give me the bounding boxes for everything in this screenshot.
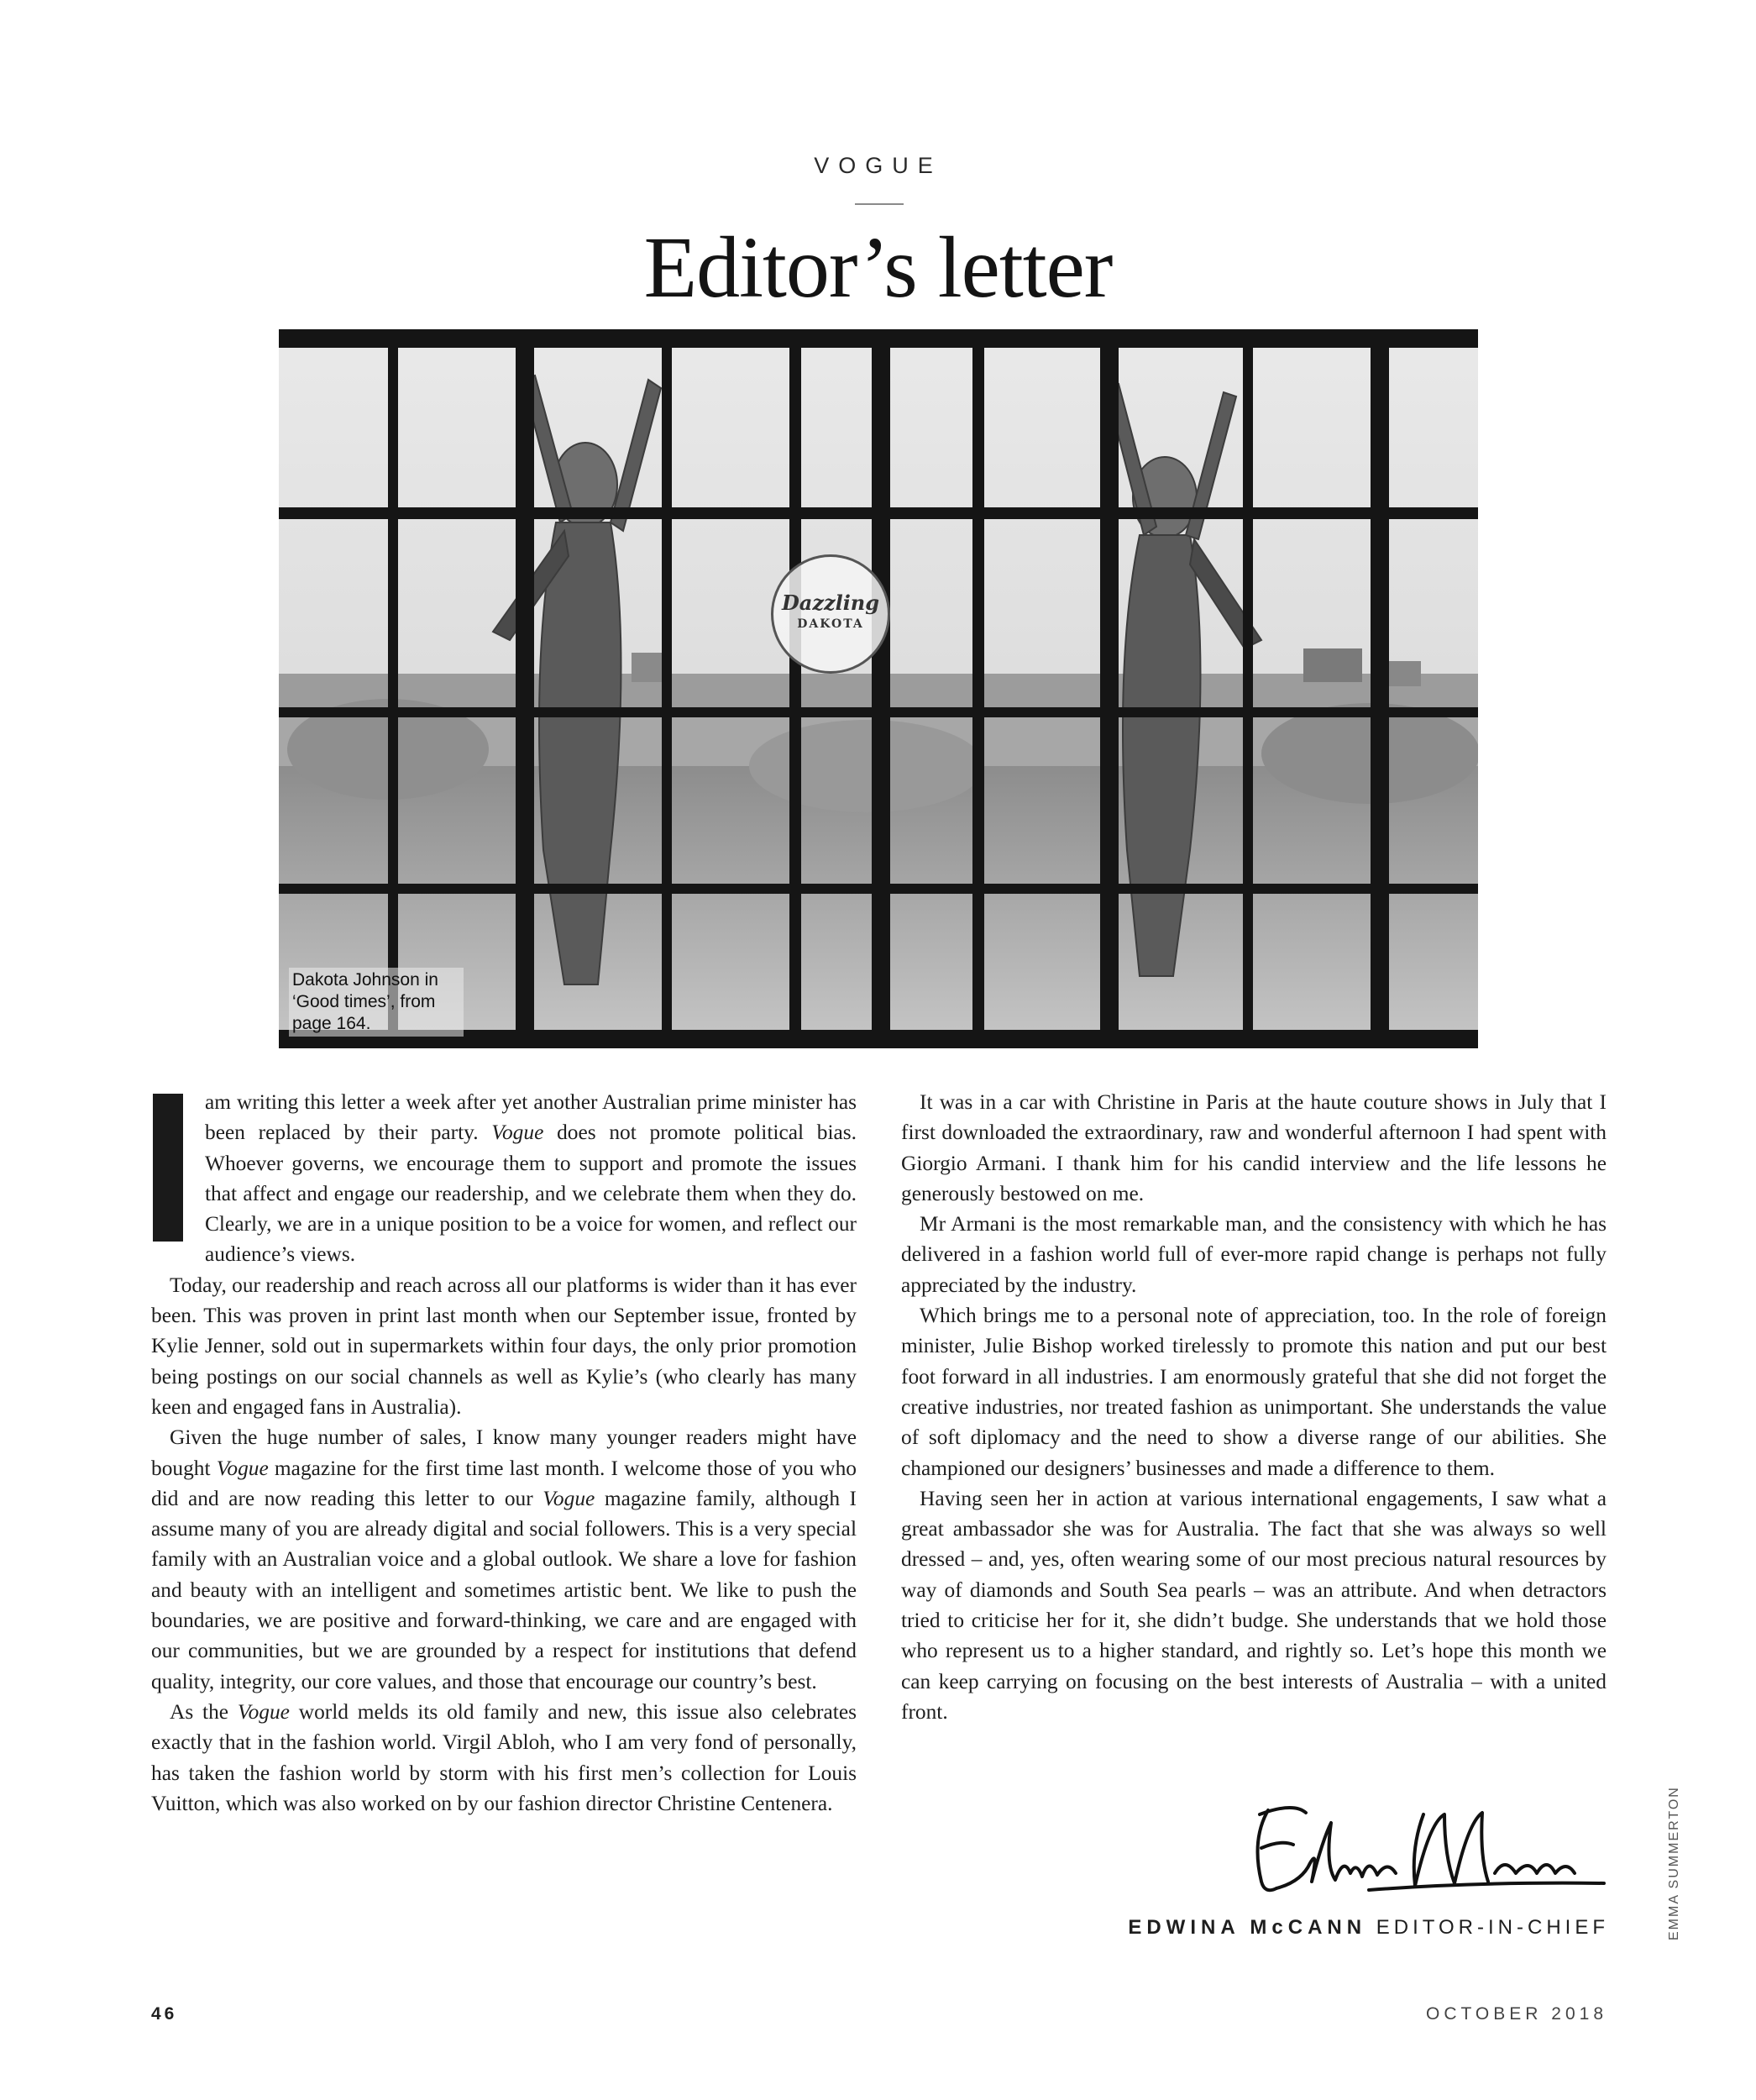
- photo-credit: EMMA SUMMERTON: [1667, 1786, 1681, 1940]
- editor-name: EDWINA McCANN: [1128, 1916, 1367, 1939]
- article-paragraph: It was in a car with Christine in Paris at the haute couture shows in July that I first downloaded the extraordinary, raw and wonderful afternoon I had spent with Giorgio Armani. I thank him for his candid interview and the life lessons he generously bestowed on me.: [901, 1090, 1607, 1205]
- watermark-subtitle: DAKOTA: [797, 617, 864, 631]
- editor-signoff: [1072, 1916, 1609, 1940]
- magazine-brand: VOGUE: [814, 153, 942, 178]
- article-paragraph: Which brings me to a personal note of appreciation, too. In the role of foreign minister, Julie Bishop worked tirelessly to promote this nation and put our best foot forward in all industries. I am enormously grateful that she did not forget the creative industries, nor treated fashion as unimportant. She understands the value of soft diplomacy and the need to show a diverse range of our abilities. She championed our designers’ businesses and made a difference to them.: [901, 1304, 1607, 1480]
- page-number: 46: [151, 2004, 178, 2024]
- article-paragraph: Mr Armani is the most remarkable man, and the consistency with which he has delivered in a fashion world full of ever-more rapid change is perhaps not fully appreciated by the industry.: [901, 1212, 1607, 1297]
- page-title: Editor’s letter: [643, 219, 1113, 316]
- article-paragraph: Having seen her in action at various international engagements, I saw what a great ambassador she was for Australia. The fact that she was always so well dressed – and, yes, often wearing some of our most precious natural resources by way of diamonds and South Sea pearls – was an attribute. And when detractors tried to criticise her for it, she didn’t budge. She understands that we hold those who represent us to a higher standard, and rightly so. Let’s hope this month we can keep carrying on focusing on the best interests of Australia – with a united front.: [901, 1486, 1607, 1724]
- feature-photo: [279, 329, 1478, 1048]
- photo-caption: Dakota Johnson in ‘Good times’, from page 164.: [289, 968, 464, 1037]
- window-photo-illustration: [279, 329, 1478, 1048]
- drop-cap: [153, 1094, 183, 1242]
- article-paragraph: Today, our readership and reach across all our platforms is wider than it has ever been. This was proven in print last month when our September issue, fronted by Kylie Jenner, sold out in supermarkets within four days, the only prior promotion being postings on our social channels as well as Kylie’s (who clearly has many keen and engaged fans in Australia).: [151, 1273, 857, 1419]
- editor-signature: [1243, 1789, 1612, 1907]
- article-paragraph: As the Vogue world melds its old family and new, this issue also celebrates exactly that in the fashion world. Virgil Abloh, who I am very fond of personally, has taken the fashion world by storm with his first men’s collection for Louis Vuitton, which was also worked on by our fashion director Christine Centenera.: [151, 1699, 857, 1815]
- editor-role: EDITOR-IN-CHIEF: [1376, 1916, 1609, 1939]
- watermark-stamp: [771, 554, 890, 674]
- watermark-title: Dazzling: [781, 591, 880, 615]
- title-divider: [855, 203, 904, 205]
- article-column-left: [151, 1087, 857, 1819]
- article-paragraph: am writing this letter a week after yet another Australian prime minister has been replaced by their party. Vogue does not promote political bias. Whoever governs, we encourage them to support and promote the issues that affect and engage our readership, and we celebrate them when they do. Clearly, we are in a unique position to be a voice for women, and reflect our audience’s views.: [151, 1087, 857, 1270]
- article-paragraph: Given the huge number of sales, I know many younger readers might have bought Vogue magazine for the first time last month. I welcome those of you who did and are now reading this letter to our Vogue magazine family, although I assume many of you are already digital and social followers. This is a very special family with an Australian voice and a global outlook. We share a love for fashion and beauty with an intelligent and sometimes artistic bent. We like to push the boundaries, we are positive and forward-thinking, we care and are engaged with our communities, but we are grounded by a respect for institutions that defend quality, integrity, our core values, and those that encourage our country’s best.: [151, 1425, 857, 1693]
- issue-date: OCTOBER 2018: [1425, 2004, 1607, 2024]
- article-column-right: [901, 1087, 1607, 1727]
